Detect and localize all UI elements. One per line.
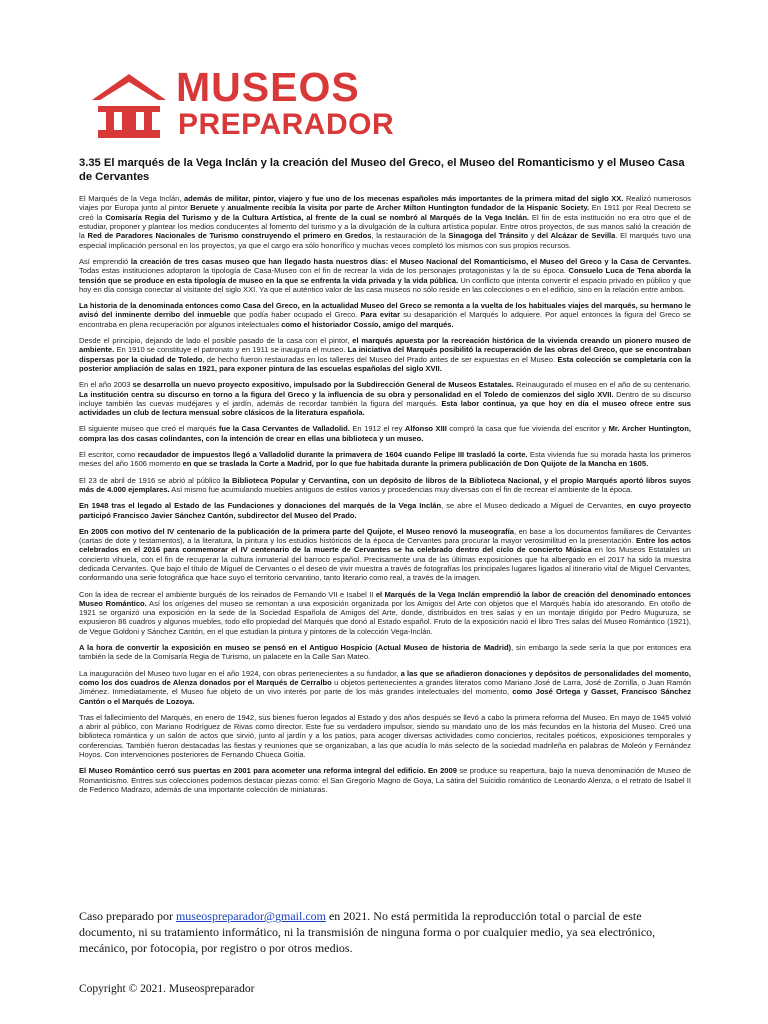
body-paragraph: En el año 2003 se desarrolla un nuevo proyecto expositivo, impulsado por la Subdirección General de Museos Estatales. Reinaugurado el museo en el año de su centenario. La institución centra su discurso en torno a la figura del Greco y la influencia de su obra y personalidad en el Toledo de comienzos del siglo XVII. Dentro de su discurso incluye también las cuevas mudéjares y el jardín, además de recordar también la figura del marqués. Esta labor continua, ya que hoy en día el museo ofrece entre sus actividades un club de lectura mensual sobre clásicos de la literatura española. bbox=[79, 380, 692, 418]
body-paragraph: Así emprendió la creación de tres casas museo que han llegado hasta nuestros días: el Museo Nacional del Romanticismo, el Museo del Greco y la Casa de Cervantes. Todas estas instituciones adoptaron la tipología de Casa-Museo con el fin de recrear la vida de los personajes protagonistas y la de su época. Consuelo Luca de Tena aborda la tensión que se produce en esta tipología de museo en la que se enfrenta la vida privada y la vida pública. Un conflicto que intenta convertir el espacio privado en público y que hoy en día consiga conectar al visitante del siglo XXI. Ya que el auténtico valor de las casa museos no sólo reside en las colecciones o en el edificio, sino en la relación entre ambos. bbox=[79, 256, 692, 294]
document-body bbox=[79, 157, 691, 801]
footer-suffix: en 2021. No está permitida la reproducción total o parcial de este documento, ni su tratamiento informático, ni la transmisión de ninguna forma o por cualquier medio, ya sea electrónico, mecánico, por fotocopia, por registro o por otros medios. bbox=[79, 909, 656, 955]
body-paragraph: Desde el principio, dejando de lado el posible pasado de la casa con el pintor, el marqués apuesta por la recreación histórica de la vivienda creando un pionero museo de ambiente. En 1910 se constituye el patronato y en 1911 se inaugura el museo. La iniciativa del Marqués posibilitó la recuperación de las obras del Greco, que se encontraban dispersas por la ciudad de Toledo, de hecho fueron restauradas en los talleres del Museo del Prado antes de ser expuestas en el Museo. Esta colección se completaría con la posterior ampliación de salas en 1921, para exponer pintura de las escuelas españolas del siglo XVII. bbox=[79, 336, 692, 373]
copyright-text: Copyright © 2021. Museospreparador bbox=[79, 983, 255, 995]
body-paragraph: En 1948 tras el legado al Estado de las Fundaciones y donaciones del marqués de la Vega Inclán, se abre el Museo dedicado a Miguel de Cervantes, en cuyo proyecto participó Francisco Javier Sánchez Cantón, subdirector del Museo del Prado. bbox=[79, 501, 691, 520]
logo-word-preparador: PREPARADOR bbox=[178, 108, 395, 141]
section-title: 3.35 El marqués de la Vega Inclán y la creación del Museo del Greco, el Museo del Romanticismo y el Museo Casa de Cervantes bbox=[79, 157, 685, 183]
body-paragraph: Con la idea de recrear el ambiente burgués de los reinados de Fernando VII e Isabel II el Marqués de la Vega Inclán emprendió la labor de creación del denominado entonces Museo Romántico. Así los orígenes del museo se remontan a una exposición organizada por los Amigos del Arte con objetos que el Marqués había ido atesorando. En otoño de 1921 se organizó una exposición en la sede de la Sociedad Española de Amigos del Arte, donde, distribuidos en tres salas y en un montaje dirigido por Pedro Muguruza, se expusieron 86 cuadros y algunos muebles, todo ello propiedad del Marqués que donó al Estado español. Fruto de la exposición nació el libro Tres salas del Museo Romántico (1921), de Vegue Goldoni y Sánchez Cantón, en el que estudian la pintura y pintores de la colección Vega-Inclán. bbox=[79, 589, 692, 636]
footer-notice bbox=[79, 908, 693, 956]
museum-building-icon bbox=[88, 70, 170, 144]
logo-word-museos: MUSEOS bbox=[176, 64, 360, 110]
museos-preparador-logo bbox=[88, 64, 395, 150]
contact-email-link[interactable]: museospreparador@gmail.com bbox=[175, 909, 326, 923]
body-paragraph: La inauguración del Museo tuvo lugar en el año 1924, con obras pertenecientes a su fundador, a las que se añadieron donaciones y depósitos de personalidades del momento, como los dos cuadros de Alenza donados por el Marqués de Cerralbo u objetos pertenecientes a grandes literatos como Mariano José de Larra, José de Zorrilla, o Juan Ramón Jiménez. Inmediatamente, el Museo fue objeto de un vivo interés por parte de los más grandes intelectuales del momento, como José Ortega y Gasset, Francisco Sánchez Cantón o el Marqués de Lozoya. bbox=[79, 668, 691, 706]
body-paragraph: El 23 de abril de 1916 se abrió al público la Biblioteca Popular y Cervantina, con un depósito de libros de la Biblioteca Nacional, y el propio Marqués aportó libros suyos más de 4.000 ejemplares. Así mismo fue acumulando muebles antiguos de estilos varios y procedencias muy diversas con el fin de recrear el ambiente de la época. bbox=[79, 475, 691, 494]
footer-prefix: Caso preparado por bbox=[79, 909, 176, 923]
body-paragraph: El Museo Romántico cerró sus puertas en 2001 para acometer una reforma integral del edificio. En 2009 se produce su reapertura, bajo la nueva denominación de Museo de Romanticismo. Entres sus colecciones podemos destacar piezas como: el San Gregorio Magno de Goya, La sátira del Suicidio romántico de Leonardo Alenza, o el retrato de Isabel II de Federico Madrazo, además de una importante colección de miniaturas. bbox=[79, 766, 691, 794]
body-paragraph: En 2005 con motivo del IV centenario de la publicación de la primera parte del Quijote, el Museo renovó la museografía, en base a los documentos familiares de Cervantes (cartas de dote y testamentos), a la literatura, la pintura y los estudios históricos de la época de Cervantes para procurar la mayor verosimilitud en la presentación. Entre los actos celebrados en el 2016 para conmemorar el IV centenario de la muerte de Cervantes se ha celebrado dentro del ciclo de concierto Música en los Museos Estatales un concierto vihuela, con el fin de recuperar la cultura inmaterial del barroco español. Precisamente una de las últimas exposiciones que ha albergado en el 2017 ha sido la muestra dedicada Cervantes. Que bajo el título de Miguel de Cervantes o el deseo de vivir muestra a través de fotografías los principales lugares ligados al itinerario vital de Miguel Cervantes, conformando una serie fotográfica que hace suyo el territorio cervantino, tanto literario como real, a través de la imagen. bbox=[79, 526, 692, 583]
body-paragraph: El escritor, como recaudador de impuestos llegó a Valladolid durante la primavera de 1604 cuando Felipe III trasladó la corte. Esta vivienda fue su morada hasta los primeros meses del año 1606 momento en que se traslada la Corte a Madrid, por lo que fue habitada durante la primera publicación de Don Quijote de la Mancha en 1605. bbox=[79, 450, 691, 469]
body-paragraph: A la hora de convertir la exposición en museo se pensó en el Antiguo Hospicio (Actual Museo de historia de Madrid), sin embargo la sede sería la que por entonces era también la sede de la Comisaría Regia de Turismo, un palacete en la Calle San Mateo. bbox=[79, 643, 691, 662]
body-paragraph: Tras el fallecimiento del Marqués, en enero de 1942, sus bienes fueron legados al Estado y dos años después se llevó a cabo la primera reforma del Museo. En mayo de 1945 volvió a abrir al público, con Mariano Rodríguez de Rivas como director. Este fue su verdadero impulsor, siendo su mandato uno de los más fecundos en la historia del Museo. Creó una biblioteca romántica y un salón de actos que sirvió, junto al jardín y a los patios, para acoger diversas actividades como conciertos, recitales poéticos, exposiciones temporales y conferencias. También fueron destacadas las fiestas y reuniones que se organizaban, a las que acudía lo más selecto de la sociedad madrileña en palabras de Moleón y Fernández Hoyos. Con intervenciones posteriores de Fernando Chueca Goitia. bbox=[79, 712, 691, 760]
body-paragraph: El siguiente museo que creó el marqués fue la Casa Cervantes de Valladolid. En 1912 el rey Alfonso XIII compró la casa que fue vivienda del escritor y Mr. Archer Huntington, compra las dos casas colindantes, con la intención de crear en ellas una biblioteca y un museo. bbox=[79, 424, 691, 443]
paragraph-list bbox=[79, 194, 691, 794]
body-paragraph: El Marqués de la Vega Inclán, además de militar, pintor, viajero y fue uno de los mecenas españoles más importantes de la primera mitad del siglo XX. Realizó numerosos viajes por Europa junto al pintor Beruete y anualmente recibía la visita por parte de Archer Milton Huntington fundador de la Hispanic Society. En 1911 por Real Decreto se creó la Comisaría Regia del Turismo y de la Cultura Artística, al frente de la cual se nombró al Marqués de la Vega Inclán. El fin de esta institución no era otro que el de estudiar, proponer y plantear los medios conducentes al fomento del turismo y a la divulgación de la cultura artística popular. Entre otros proyectos, de sus manos salió la creación de la Red de Paradores Nacionales de Turismo construyendo el primero en Gredos, la restauración de la Sinagoga del Tránsito y del Alcázar de Sevilla. El marqués tuvo una especial implicación personal en los proyectos, ya que el cargo era sólo honorífico y muchas veces completó los mismos con sus propios recursos. bbox=[79, 194, 691, 250]
body-paragraph: La historia de la denominada entonces como Casa del Greco, en la actualidad Museo del Greco se remonta a la vuelta de los habituales viajes del marqués, su hermano le avisó del inminente derribo del inmueble que podía haber ocupado el Greco. Para evitar su desaparición el Marqués lo adquiere. Por aquel entonces la figura del Greco se encontraba en plena recuperación por algunos intelectuales como el historiador Cossío, amigo del marqués. bbox=[79, 301, 692, 329]
